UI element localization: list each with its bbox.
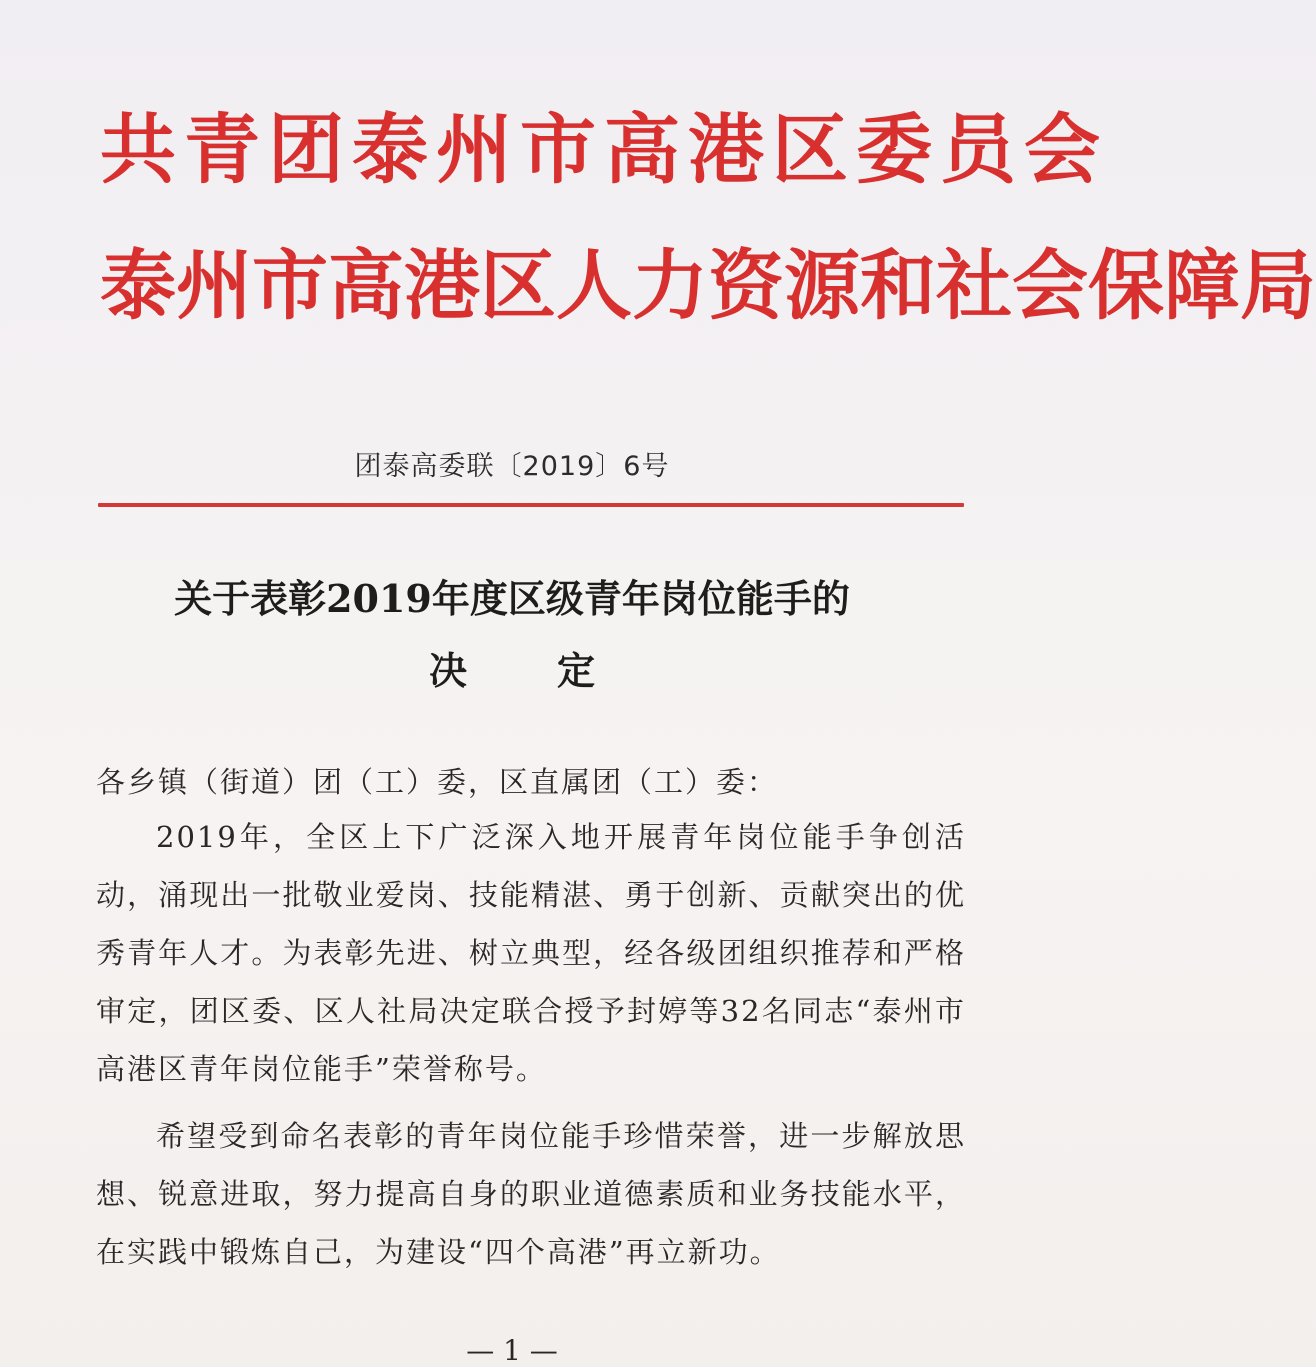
body-paragraph-2: 希望受到命名表彰的青年岗位能手珍惜荣誉，进一步解放思想、锐意进取，努力提高自身的职业道德素质和业务技能水平，在实践中锻炼自己，为建设“四个高港”再立新功。: [96, 1119, 966, 1269]
body-paragraph-1: 2019年，全区上下广泛深入地开展青年岗位能手争创活动，涌现出一批敬业爱岗、技能精湛、勇于创新、贡献突出的优秀青年人才。为表彰先进、树立典型，经各级团组织推荐和严格审定，团区委、区人社局决定联合授予封婷等32名同志“泰州市高港区青年岗位能手”荣誉称号。: [96, 820, 966, 1086]
red-divider: [98, 503, 964, 507]
document-number: 团泰高委联〔2019〕6号: [354, 451, 670, 482]
document-title-line-1: 关于表彰2019年度区级青年岗位能手的: [174, 576, 850, 621]
issuer-line-1: 共青团泰州市高港区委员会: [100, 105, 1108, 194]
issuer-line-2: 泰州市高港区人力资源和社会保障局: [100, 241, 1316, 330]
document-title-line-2: 决定: [428, 648, 685, 693]
page-number: — 1 —: [466, 1334, 558, 1367]
salutation: 各乡镇（街道）团（工）委，区直属团（工）委：: [96, 765, 779, 799]
